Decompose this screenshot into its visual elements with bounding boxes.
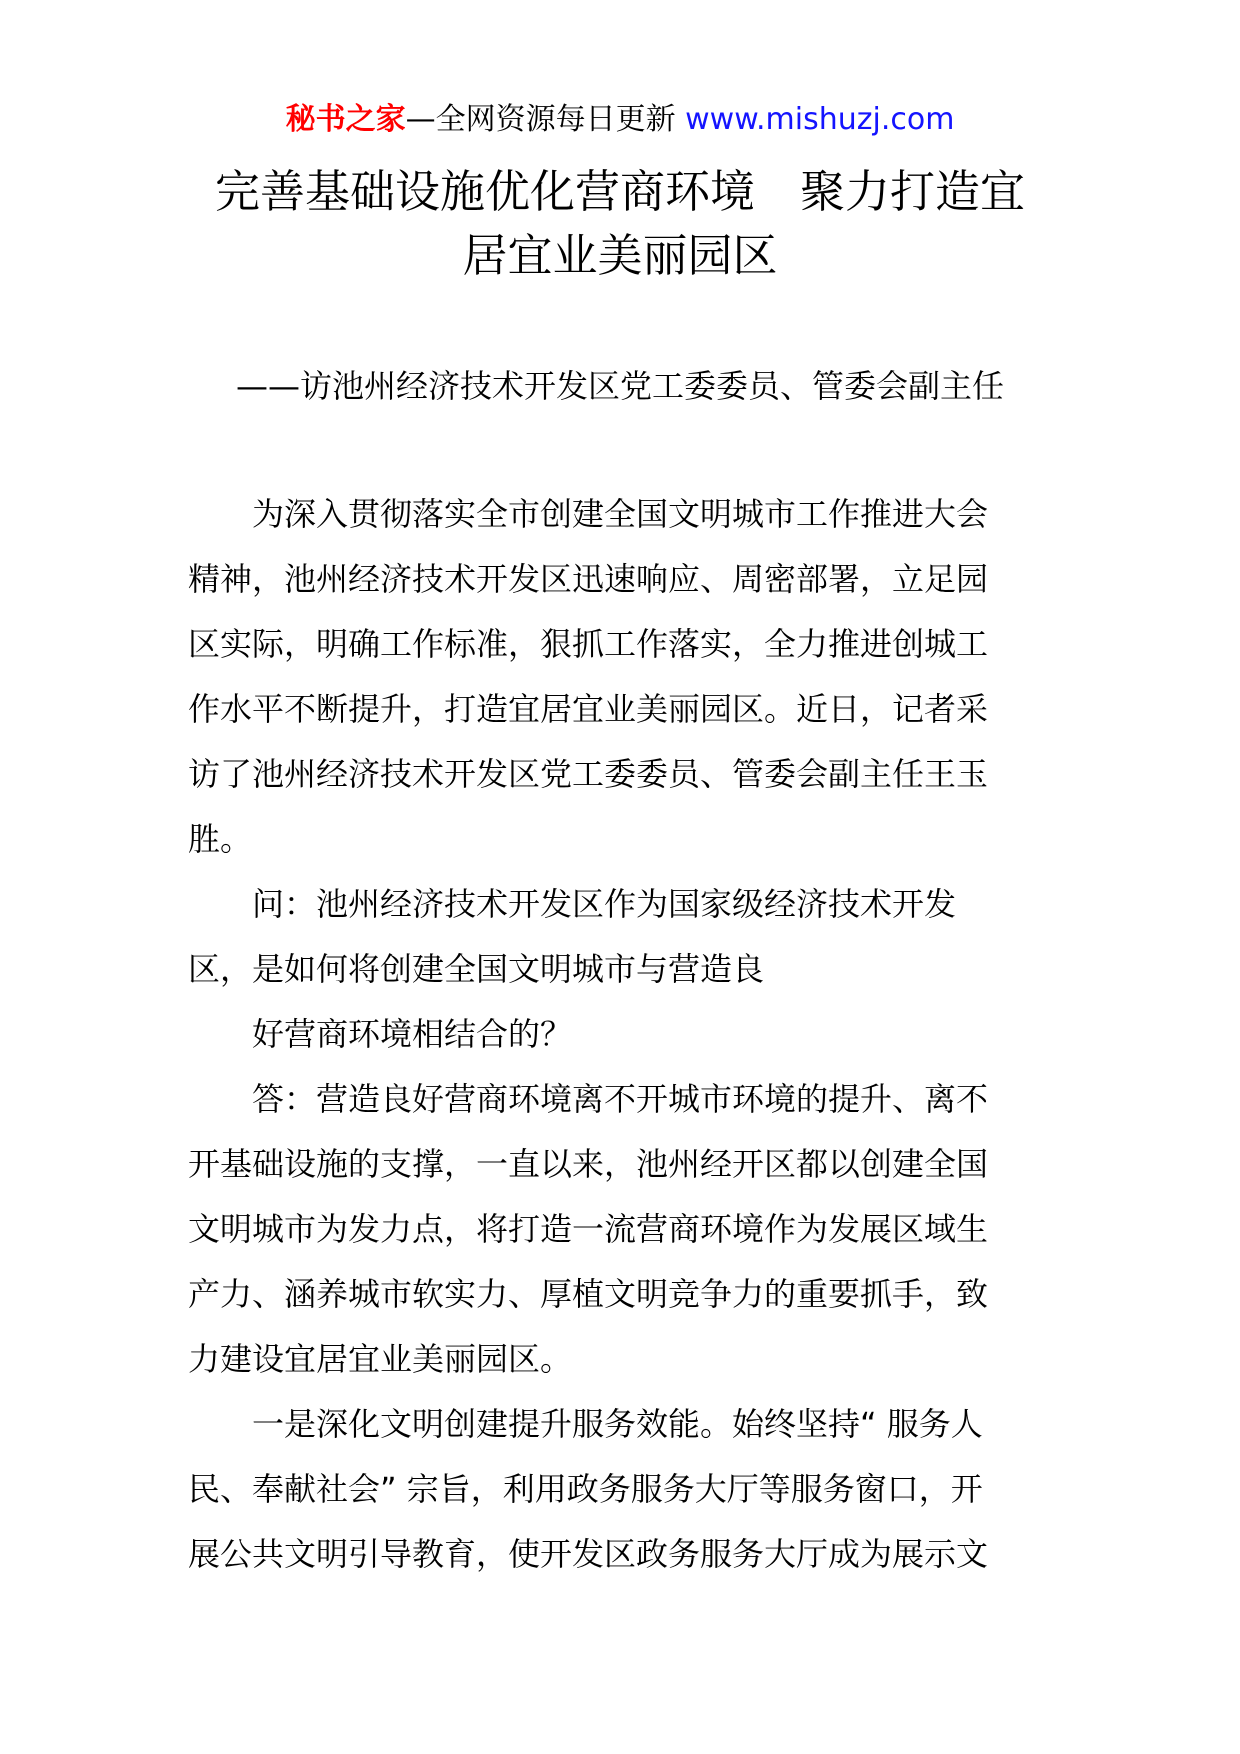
site-brand: 秘书之家	[285, 102, 406, 137]
text-line: 民、奉献社会” 宗旨，利用政务服务大厅等服务窗口，开	[188, 1470, 983, 1508]
text-line: 文明城市为发力点，将打造一流营商环境作为发展区域生	[188, 1210, 989, 1248]
article-title	[190, 160, 1050, 288]
title-line-1: 完善基础设施优化营商环境 聚力打造宜	[214, 165, 1025, 218]
text-line: 区实际，明确工作标准，狠抓工作落实，全力推进创城工	[188, 625, 989, 663]
text-line: 为深入贯彻落实全市创建全国文明城市工作推进大会	[252, 495, 989, 533]
text-line: 开基础设施的支撑，一直以来，池州经开区都以创建全国	[188, 1145, 989, 1183]
text-line: 一是深化文明创建提升服务效能。始终坚持“ 服务人	[252, 1405, 983, 1443]
text-line: 答：营造良好营商环境离不开城市环境的提升、离不	[252, 1080, 989, 1118]
text-line: 访了池州经济技术开发区党工委委员、管委会副主任王玉	[188, 755, 989, 793]
site-tagline: —全网资源每日更新	[405, 102, 676, 137]
site-url-link[interactable]: www.mishuzj.com	[685, 102, 955, 137]
article-subtitle: ——访池州经济技术开发区党工委委员、管委会副主任	[235, 367, 1004, 405]
text-line: 问：池州经济技术开发区作为国家级经济技术开发	[252, 885, 957, 923]
text-line: 力建设宜居宜业美丽园区。	[188, 1340, 573, 1378]
text-line: 好营商环境相结合的？	[252, 1015, 573, 1053]
text-line: 作水平不断提升，打造宜居宜业美丽园区。近日，记者采	[188, 690, 989, 728]
article-body	[188, 482, 1052, 1587]
text-line: 胜。	[188, 820, 253, 858]
title-line-2: 居宜业美丽园区	[462, 229, 778, 282]
text-line: 展公共文明引导教育，使开发区政务服务大厅成为展示文	[188, 1535, 989, 1573]
site-header	[0, 100, 1240, 140]
paragraph-answer	[188, 1067, 1052, 1392]
text-line: 区，是如何将创建全国文明城市与营造良	[188, 950, 765, 988]
paragraph-question-continued	[188, 1002, 1052, 1067]
paragraph	[188, 482, 1052, 872]
text-line: 产力、涵养城市软实力、厚植文明竞争力的重要抓手，致	[188, 1275, 989, 1313]
paragraph-question	[188, 872, 1052, 1002]
text-line: 精神，池州经济技术开发区迅速响应、周密部署，立足园	[188, 560, 989, 598]
paragraph	[188, 1392, 1052, 1587]
